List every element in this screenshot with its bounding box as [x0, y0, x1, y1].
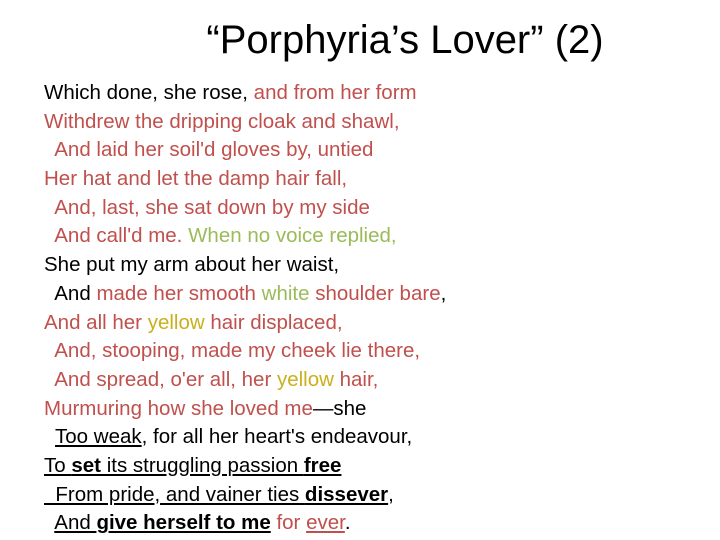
poem-segment: And, stooping, made my cheek lie there,: [44, 339, 421, 363]
poem-segment: set: [71, 453, 101, 477]
poem-segment: for: [270, 511, 307, 535]
poem-segment: —she: [312, 396, 367, 420]
poem-segment: And, last, she sat down by my side: [44, 195, 370, 219]
poem-line: [44, 452, 446, 481]
poem-segment: hair displaced,: [204, 310, 343, 334]
poem-segment: dissever: [304, 482, 389, 506]
slide-title: “Porphyria’s Lover” (2): [206, 18, 604, 62]
poem-segment: , for all her heart's endeavour,: [141, 425, 413, 449]
poem-segment: [44, 511, 54, 534]
poem-segment: and from her form: [253, 81, 417, 104]
poem-segment: And all her: [44, 310, 148, 334]
poem-segment: Withdrew the dripping cloak and shawl,: [44, 109, 400, 133]
poem-segment: ,: [388, 482, 394, 506]
poem-segment: And: [54, 511, 97, 535]
poem-text: [44, 79, 446, 538]
poem-segment: give herself to me: [96, 511, 271, 535]
poem-segment: Murmuring how she loved me: [44, 396, 313, 420]
poem-segment: yellow: [276, 367, 334, 391]
poem-segment: To: [44, 453, 72, 477]
poem-segment: ,: [440, 281, 447, 305]
poem-line: [44, 423, 446, 452]
poem-line: [44, 337, 446, 366]
poem-segment: And: [44, 281, 97, 305]
poem-segment: ever: [306, 511, 345, 535]
poem-line: [44, 509, 446, 538]
poem-line: [44, 280, 446, 309]
poem-line: [44, 136, 446, 165]
poem-line: [44, 194, 446, 223]
poem-segment: She put my arm about her waist,: [44, 253, 340, 277]
poem-segment: made her smooth: [96, 281, 262, 305]
poem-segment: When no voice replied,: [188, 224, 397, 248]
poem-segment: yellow: [147, 310, 205, 334]
poem-segment: And spread, o'er all, her: [44, 367, 277, 391]
poem-line: [44, 481, 446, 510]
poem-segment: its struggling passion: [101, 453, 304, 477]
poem-segment: white: [261, 281, 310, 305]
poem-segment: Too weak: [55, 425, 142, 449]
poem-line: [44, 222, 446, 251]
poem-line: [44, 251, 446, 280]
poem-segment: And call'd me.: [44, 224, 189, 248]
poem-line: [44, 165, 446, 194]
poem-segment: [44, 425, 55, 448]
poem-segment: .: [344, 511, 351, 535]
poem-line: [44, 395, 446, 424]
poem-segment: Which done, she rose,: [44, 81, 254, 104]
poem-line: [44, 108, 446, 137]
poem-line: [44, 79, 446, 108]
poem-segment: Her hat and let the damp hair fall,: [44, 167, 348, 191]
poem-segment: shoulder bare: [309, 281, 441, 305]
poem-segment: And laid her soil'd gloves by, untied: [44, 138, 374, 162]
poem-line: [44, 309, 446, 338]
poem-segment: From pride, and vainer ties: [44, 482, 305, 506]
poem-line: [44, 366, 446, 395]
poem-segment: free: [303, 453, 342, 477]
poem-segment: hair,: [333, 367, 379, 391]
